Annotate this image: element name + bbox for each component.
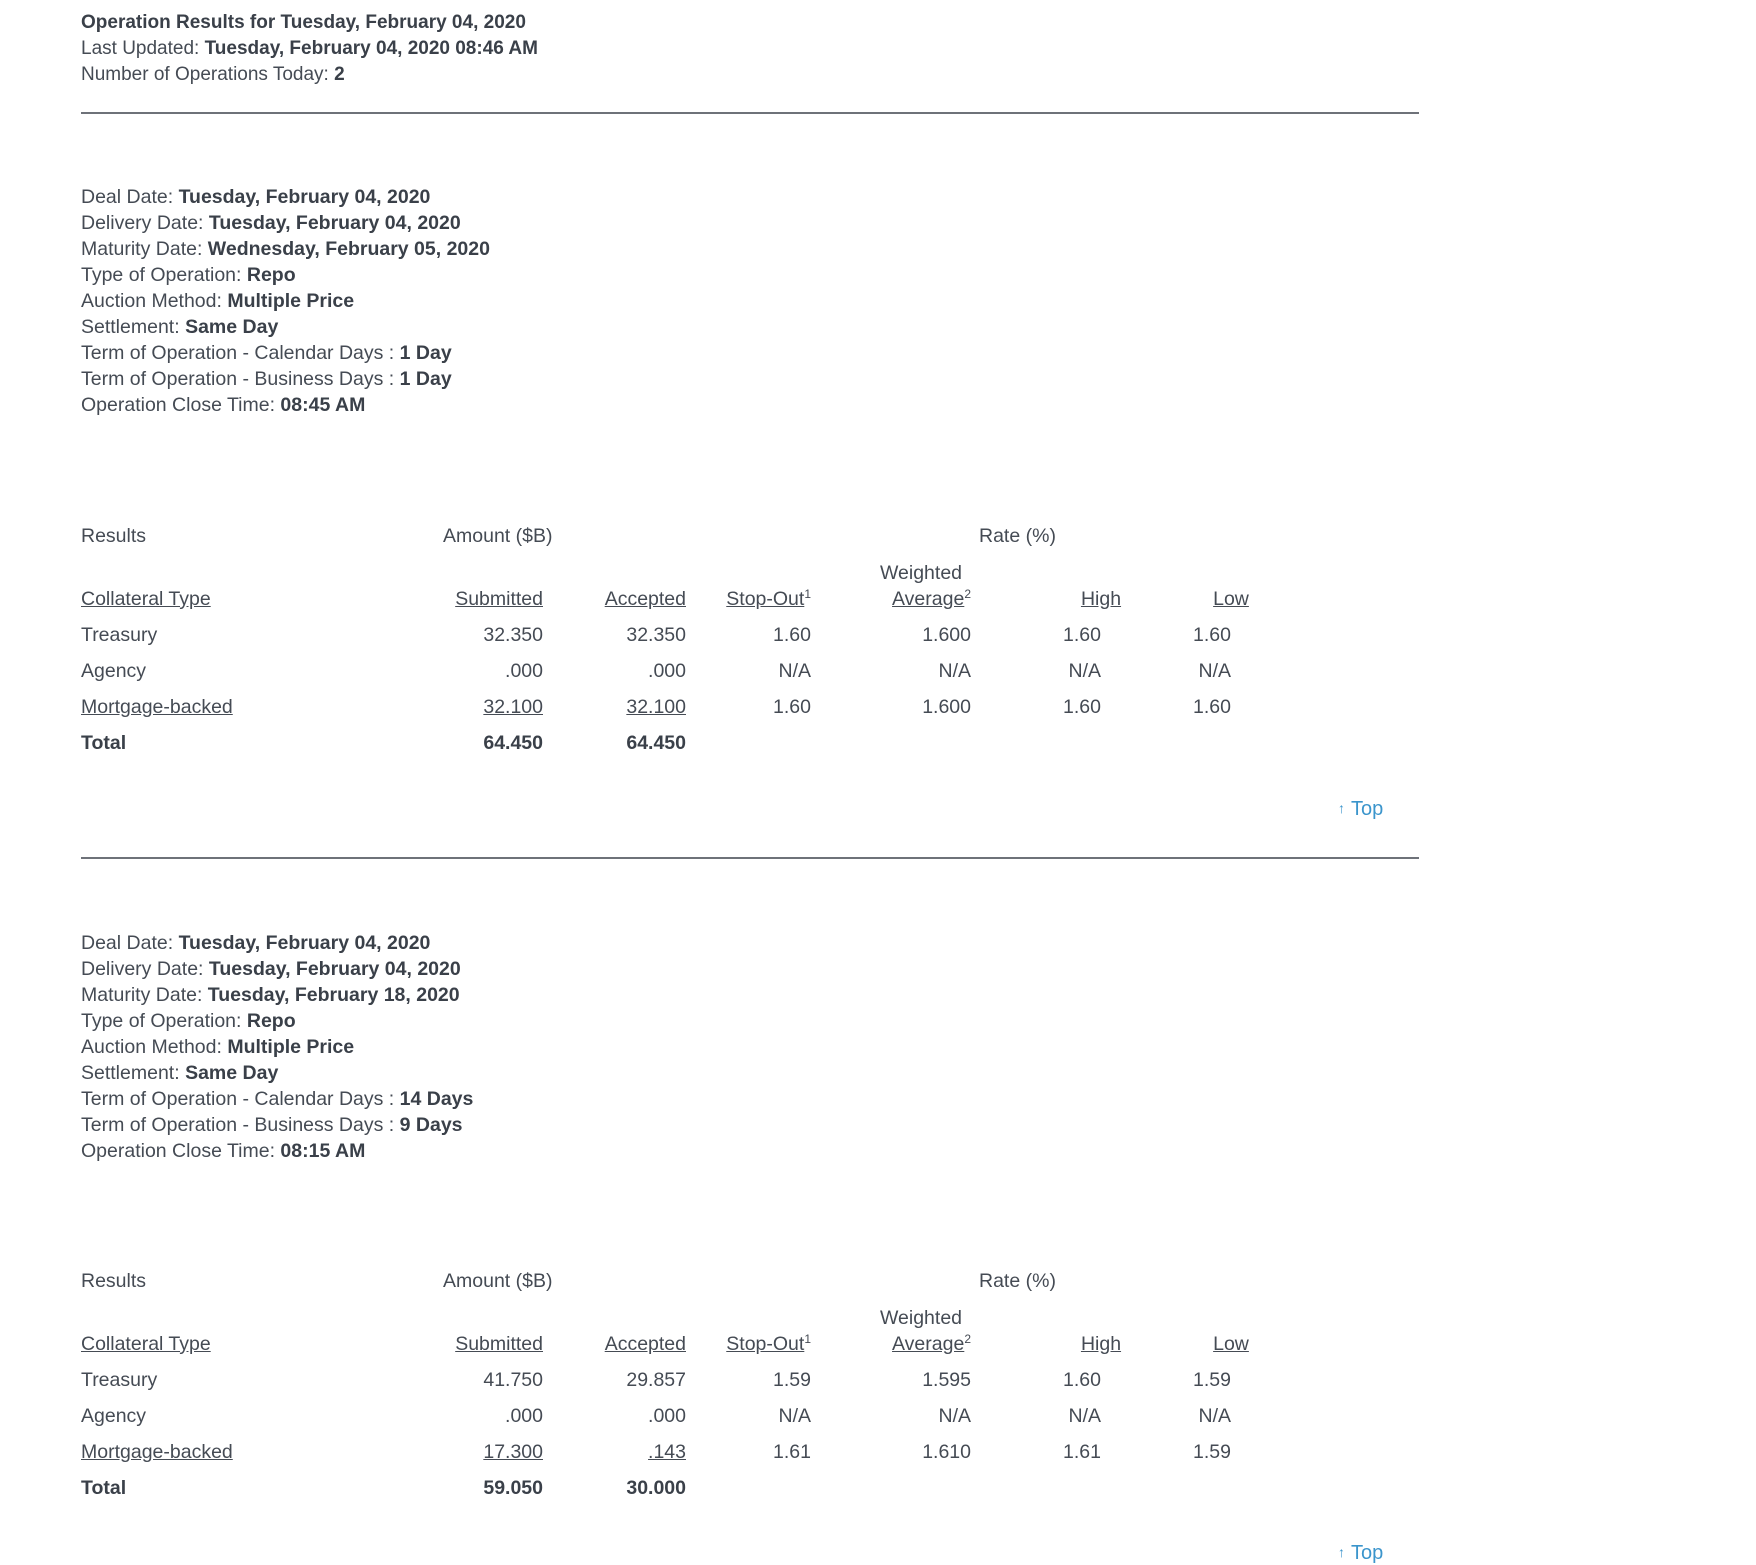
operation-type-label: Type of Operation: <box>81 264 247 286</box>
cell-high: N/A <box>1068 660 1101 682</box>
stop-out-heading[interactable]: Stop-Out$^1$ <box>726 1332 811 1355</box>
cell-submitted: .000 <box>505 660 543 682</box>
close-time-label: Operation Close Time: <box>81 394 281 416</box>
auction-method-label: Auction Method: <box>81 1036 228 1058</box>
high-heading[interactable]: High <box>1080 1333 1122 1355</box>
delivery-date-label: Delivery Date: <box>81 958 209 980</box>
cell-high: N/A <box>1068 1405 1101 1427</box>
cell-submitted[interactable]: 32.100 <box>483 696 543 718</box>
cell-stop-out: N/A <box>778 660 811 682</box>
cell-low: 1.60 <box>1193 696 1231 718</box>
cell-high: 1.60 <box>1063 624 1101 646</box>
cell-low: 1.59 <box>1193 1369 1231 1391</box>
term-calendar-label: Term of Operation - Calendar Days : <box>81 1088 400 1110</box>
cell-weighted-average: 1.600 <box>922 696 971 718</box>
settlement-label: Settlement: <box>81 1062 186 1084</box>
term-business-value: 1 Day <box>399 368 452 390</box>
amount-heading: Amount ($B) <box>443 525 553 547</box>
operation-details <box>81 184 490 418</box>
results-table <box>81 1268 1249 1528</box>
close-time-value: 08:45 AM <box>280 394 366 416</box>
term-calendar-value: 14 Days <box>399 1088 474 1110</box>
last-updated <box>81 36 538 62</box>
deal-date-label: Deal Date: <box>81 186 179 208</box>
cell-stop-out: 1.60 <box>773 696 811 718</box>
cell-accepted[interactable]: 32.100 <box>626 696 686 718</box>
deal-date-value: Tuesday, February 04, 2020 <box>178 186 431 208</box>
cell-weighted-average: N/A <box>938 1405 971 1427</box>
total-submitted: 59.050 <box>483 1477 543 1499</box>
auction-method-value: Multiple Price <box>227 290 355 312</box>
cell-high: 1.60 <box>1063 696 1101 718</box>
low-heading[interactable]: Low <box>1213 588 1249 610</box>
cell-accepted[interactable]: .143 <box>648 1441 686 1463</box>
results-heading: Results <box>81 1270 147 1292</box>
collateral-type-heading[interactable]: Collateral Type <box>81 588 211 610</box>
settlement-label: Settlement: <box>81 316 186 338</box>
cell-submitted: .000 <box>505 1405 543 1427</box>
row-label-total: Total <box>81 1477 127 1499</box>
auction-method-value: Multiple Price <box>227 1036 355 1058</box>
back-to-top-link[interactable]: ↑ Top <box>1338 798 1384 820</box>
close-time-label: Operation Close Time: <box>81 1140 281 1162</box>
back-to-top-link[interactable]: ↑ Top <box>1338 1542 1384 1564</box>
maturity-date-label: Maturity Date: <box>81 984 208 1006</box>
weighted-average-heading[interactable]: Average$^2$ <box>892 1332 971 1355</box>
settlement-value: Same Day <box>185 1062 279 1084</box>
submitted-heading[interactable]: Submitted <box>455 1333 543 1355</box>
weighted-average-heading[interactable]: Average$^2$ <box>892 587 971 610</box>
delivery-date-label: Delivery Date: <box>81 212 209 234</box>
cell-stop-out: 1.60 <box>773 624 811 646</box>
cell-low: N/A <box>1198 660 1231 682</box>
settlement-value: Same Day <box>185 316 279 338</box>
operations-count <box>81 62 538 88</box>
cell-stop-out: 1.61 <box>773 1441 811 1463</box>
last-updated-label: Last Updated: <box>81 38 205 59</box>
weighted-heading-line1: Weighted <box>879 1307 963 1329</box>
deal-date-value: Tuesday, February 04, 2020 <box>178 932 431 954</box>
delivery-date-value: Tuesday, February 04, 2020 <box>208 958 461 980</box>
cell-weighted-average: 1.595 <box>922 1369 971 1391</box>
maturity-date-value: Wednesday, February 05, 2020 <box>207 238 490 260</box>
submitted-heading[interactable]: Submitted <box>455 588 543 610</box>
row-label-treasury: Treasury <box>81 624 158 646</box>
divider <box>81 857 1419 859</box>
deal-date-label: Deal Date: <box>81 932 179 954</box>
row-label-mortgage-backed[interactable]: Mortgage-backed <box>81 1441 233 1463</box>
amount-heading: Amount ($B) <box>443 1270 553 1292</box>
cell-low: 1.59 <box>1193 1441 1231 1463</box>
rate-heading: Rate (%) <box>979 1270 1056 1292</box>
low-heading[interactable]: Low <box>1213 1333 1249 1355</box>
maturity-date-label: Maturity Date: <box>81 238 208 260</box>
accepted-heading[interactable]: Accepted <box>604 1333 686 1355</box>
cell-weighted-average: N/A <box>938 660 971 682</box>
cell-stop-out: N/A <box>778 1405 811 1427</box>
operation-type-value: Repo <box>246 1010 296 1032</box>
total-submitted: 64.450 <box>483 732 543 754</box>
total-accepted: 30.000 <box>626 1477 686 1499</box>
term-calendar-label: Term of Operation - Calendar Days : <box>81 342 400 364</box>
rate-heading: Rate (%) <box>979 525 1056 547</box>
row-label-treasury: Treasury <box>81 1369 158 1391</box>
cell-submitted[interactable]: 17.300 <box>483 1441 543 1463</box>
operation-type-value: Repo <box>246 264 296 286</box>
cell-accepted: 32.350 <box>626 624 686 646</box>
cell-weighted-average: 1.600 <box>922 624 971 646</box>
arrow-up-icon: ↑ <box>1338 1544 1345 1560</box>
divider <box>81 112 1419 114</box>
last-updated-value: Tuesday, February 04, 2020 08:46 AM <box>204 38 538 59</box>
cell-low: N/A <box>1198 1405 1231 1427</box>
cell-weighted-average: 1.610 <box>922 1441 971 1463</box>
total-accepted: 64.450 <box>626 732 686 754</box>
cell-accepted: 29.857 <box>626 1369 686 1391</box>
cell-high: 1.60 <box>1063 1369 1101 1391</box>
cell-stop-out: 1.59 <box>773 1369 811 1391</box>
term-business-label: Term of Operation - Business Days : <box>81 368 400 390</box>
accepted-heading[interactable]: Accepted <box>604 588 686 610</box>
operations-count-value: 2 <box>334 64 345 85</box>
row-label-total: Total <box>81 732 127 754</box>
maturity-date-value: Tuesday, February 18, 2020 <box>207 984 460 1006</box>
close-time-value: 08:15 AM <box>280 1140 366 1162</box>
stop-out-heading[interactable]: Stop-Out$^1$ <box>726 587 811 610</box>
term-calendar-value: 1 Day <box>399 342 452 364</box>
operation-type-label: Type of Operation: <box>81 1010 247 1032</box>
weighted-heading-line1: Weighted <box>879 562 963 584</box>
delivery-date-value: Tuesday, February 04, 2020 <box>208 212 461 234</box>
cell-submitted: 32.350 <box>483 624 543 646</box>
results-heading: Results <box>81 525 147 547</box>
cell-accepted: .000 <box>648 1405 686 1427</box>
operation-details <box>81 930 473 1164</box>
results-table <box>81 523 1249 783</box>
collateral-type-heading[interactable]: Collateral Type <box>81 1333 211 1355</box>
row-label-mortgage-backed[interactable]: Mortgage-backed <box>81 696 233 718</box>
arrow-up-icon: ↑ <box>1338 800 1345 816</box>
page-header <box>81 10 538 88</box>
cell-accepted: .000 <box>648 660 686 682</box>
operations-count-label: Number of Operations Today: <box>81 64 335 85</box>
high-heading[interactable]: High <box>1080 588 1122 610</box>
term-business-value: 9 Days <box>399 1114 463 1136</box>
term-business-label: Term of Operation - Business Days : <box>81 1114 400 1136</box>
cell-submitted: 41.750 <box>483 1369 543 1391</box>
row-label-agency: Agency <box>81 1405 147 1427</box>
page-title: Operation Results for Tuesday, February 04, 2020 <box>81 12 526 33</box>
row-label-agency: Agency <box>81 660 147 682</box>
auction-method-label: Auction Method: <box>81 290 228 312</box>
cell-high: 1.61 <box>1063 1441 1101 1463</box>
cell-low: 1.60 <box>1193 624 1231 646</box>
